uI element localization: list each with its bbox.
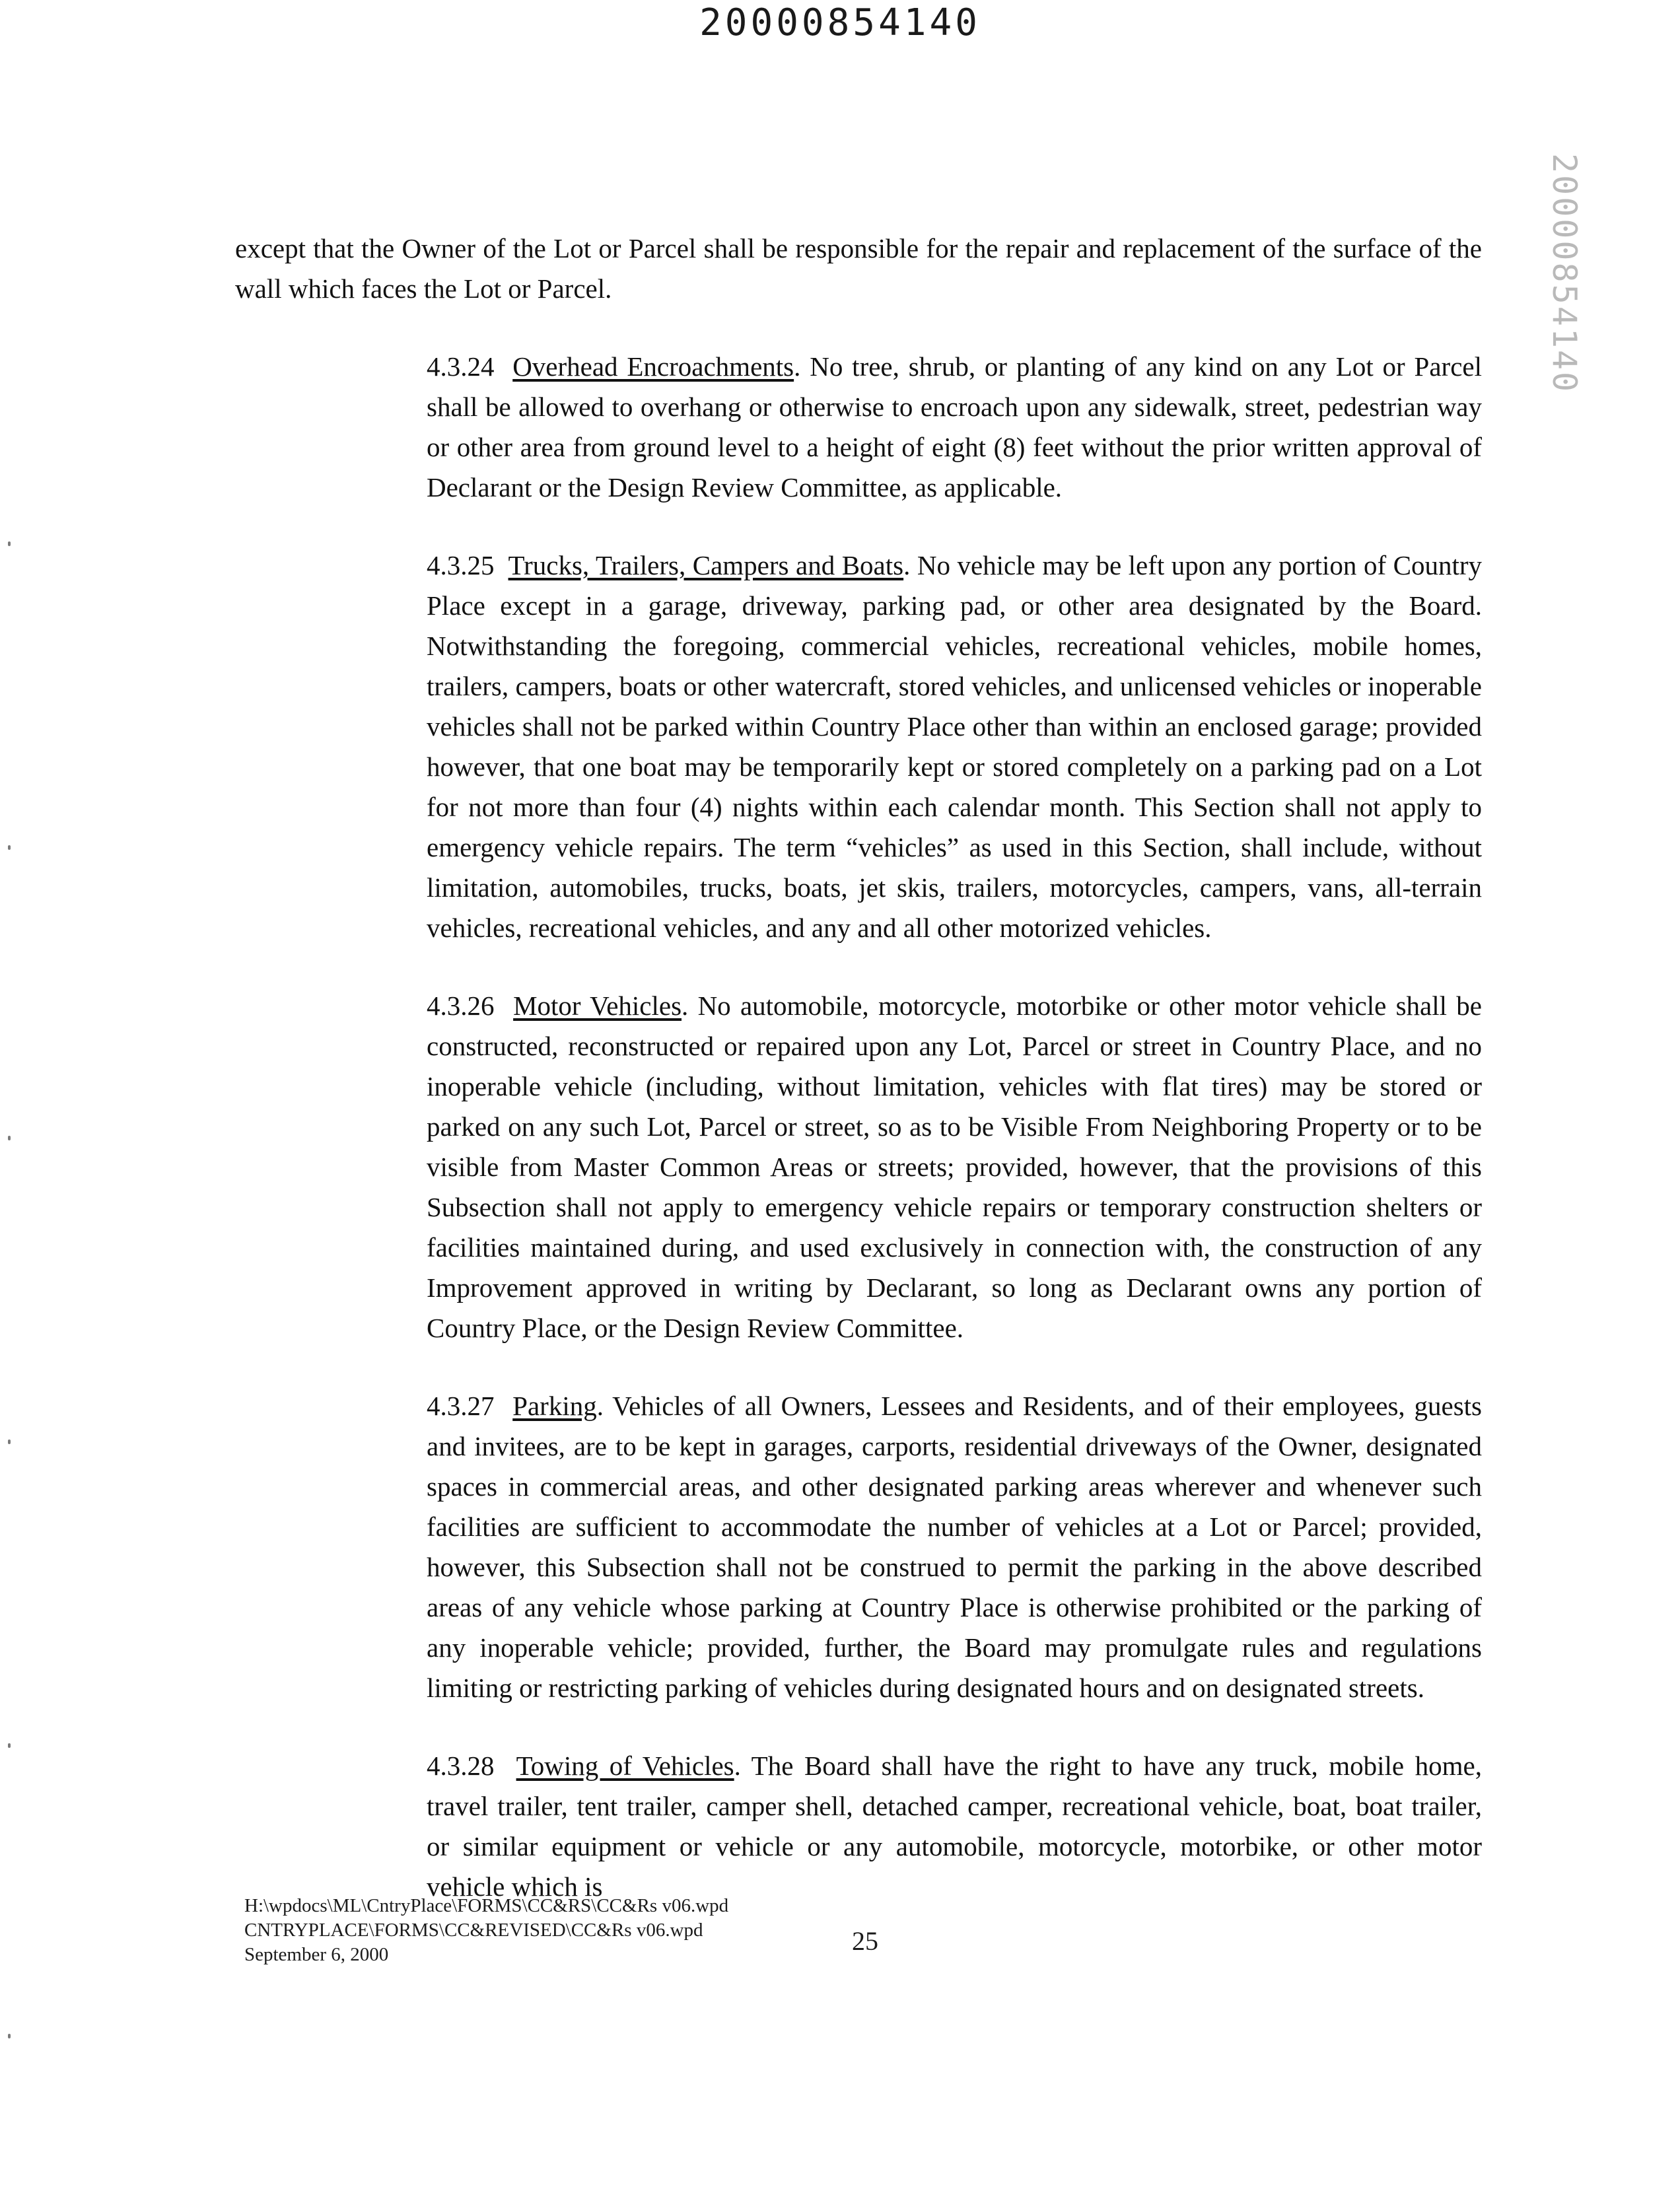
section-4-3-25 bbox=[235, 545, 1482, 948]
section-4-3-26 bbox=[235, 986, 1482, 1348]
section-heading: Motor Vehicles bbox=[513, 990, 682, 1021]
section-number: 4.3.27 bbox=[427, 1391, 495, 1421]
section-4-3-28 bbox=[235, 1746, 1482, 1907]
section-number: 4.3.28 bbox=[427, 1751, 495, 1781]
footer-file-path: H:\wpdocs\ML\CntryPlace\FORMS\CC&RS\CC&Rs v06.wpd bbox=[244, 1895, 729, 1916]
footer bbox=[244, 1894, 728, 1967]
scan-speck bbox=[8, 845, 11, 850]
section-4-3-24 bbox=[235, 347, 1482, 508]
section-heading: Overhead Encroachments bbox=[512, 351, 794, 382]
section-heading: Towing of Vehicles bbox=[516, 1751, 734, 1781]
section-heading: Parking bbox=[512, 1391, 597, 1421]
section-text: . No automobile, motorcycle, motorbike or other motor vehicle shall be constructed, reconstructed or repaired upon any Lot, Parcel or street in Country Place, and no inoperable vehicle (including, without limitation, vehicles with flat tires) may be stored or parked on any such Lot, Parcel or street, so as to be Visible From Neighboring Property or to be visible from Master Common Areas or streets; provided, however, that the provisions of this Subsection shall not apply to emergency vehicle repairs or temporary construction shelters or facilities maintained during, and used exclusively in connection with, the construction of any Improvement approved in writing by Declarant, so long as Declarant owns any portion of Country Place, or the Design Review Committee. bbox=[427, 990, 1483, 1343]
scan-speck bbox=[8, 1440, 11, 1444]
side-stamp: 20000854140 bbox=[1545, 153, 1584, 394]
paragraph-text: except that the Owner of the Lot or Parcel shall be responsible for the repair and replacement of the surface of the wall which faces the Lot or Parcel. bbox=[235, 233, 1482, 304]
document-body bbox=[235, 228, 1482, 1907]
section-number: 4.3.25 bbox=[427, 550, 495, 580]
section-heading: Trucks, Trailers, Campers and Boats bbox=[508, 550, 904, 580]
scan-speck bbox=[8, 541, 11, 546]
section-4-3-27 bbox=[235, 1386, 1482, 1708]
scan-speck bbox=[8, 1136, 11, 1140]
section-text: . No vehicle may be left upon any portion of Country Place except in a garage, driveway, parking pad, or other area designated by the Board. Notwithstanding the foregoing, commercial vehicles, recreational vehicles, mobile homes, trailers, campers, boats or other watercraft, stored vehicles, and unlicensed vehicles or inoperable vehicles shall not be parked within Country Place other than within an enclosed garage; provided however, that one boat may be temporarily kept or stored completely on a parking pad on a Lot for not more than four (4) nights within each calendar month. This Section shall not apply to emergency vehicle repairs. The term “vehicles” as used in this Section, shall include, without limitation, automobiles, trucks, boats, jet skis, trailers, motorcycles, campers, vans, all-terrain vehicles, recreational vehicles, and any and all other motorized vehicles. bbox=[427, 550, 1482, 943]
section-number: 4.3.26 bbox=[427, 990, 495, 1021]
scan-speck bbox=[8, 2034, 11, 2038]
section-number: 4.3.24 bbox=[427, 351, 495, 382]
section-text: . Vehicles of all Owners, Lessees and Residents, and of their employees, guests and invitees, are to be kept in garages, carports, residential driveways of the Owner, designated spaces in commercial areas, and other designated parking areas wherever and whenever such facilities are sufficient to accommodate the number of vehicles at a Lot or Parcel; provided, however, this Subsection shall not be construed to permit the parking in the above described areas of any vehicle whose parking at Country Place is otherwise prohibited or the parking of any inoperable vehicle; provided, further, the Board may promulgate rules and regulations limiting or restricting parking of vehicles during designated hours and on designated streets. bbox=[427, 1391, 1483, 1703]
footer-file-path-revised: CNTRYPLACE\FORMS\CC&REVISED\CC&Rs v06.wpd bbox=[244, 1920, 703, 1941]
section-text: . The Board shall have the right to have any truck, mobile home, travel trailer, tent trailer, camper shell, detached camper, recreational vehicle, boat, boat trailer, or similar equipment or vehicle or any automobile, motorcycle, motorbike, or other motor vehicle which is bbox=[427, 1751, 1482, 1902]
footer-date: September 6, 2000 bbox=[244, 1944, 389, 1965]
scan-speck bbox=[8, 1743, 11, 1748]
document-number: 20000854140 bbox=[699, 1, 981, 44]
section-text: . No tree, shrub, or planting of any kind on any Lot or Parcel shall be allowed to overhang or otherwise to encroach upon any sidewalk, street, pedestrian way or other area from ground level to a height of eight (8) feet without the prior written approval of Declarant or the Design Review Committee, as applicable. bbox=[427, 351, 1482, 503]
page-number: 25 bbox=[852, 1926, 878, 1956]
paragraph-continuation bbox=[235, 228, 1482, 309]
